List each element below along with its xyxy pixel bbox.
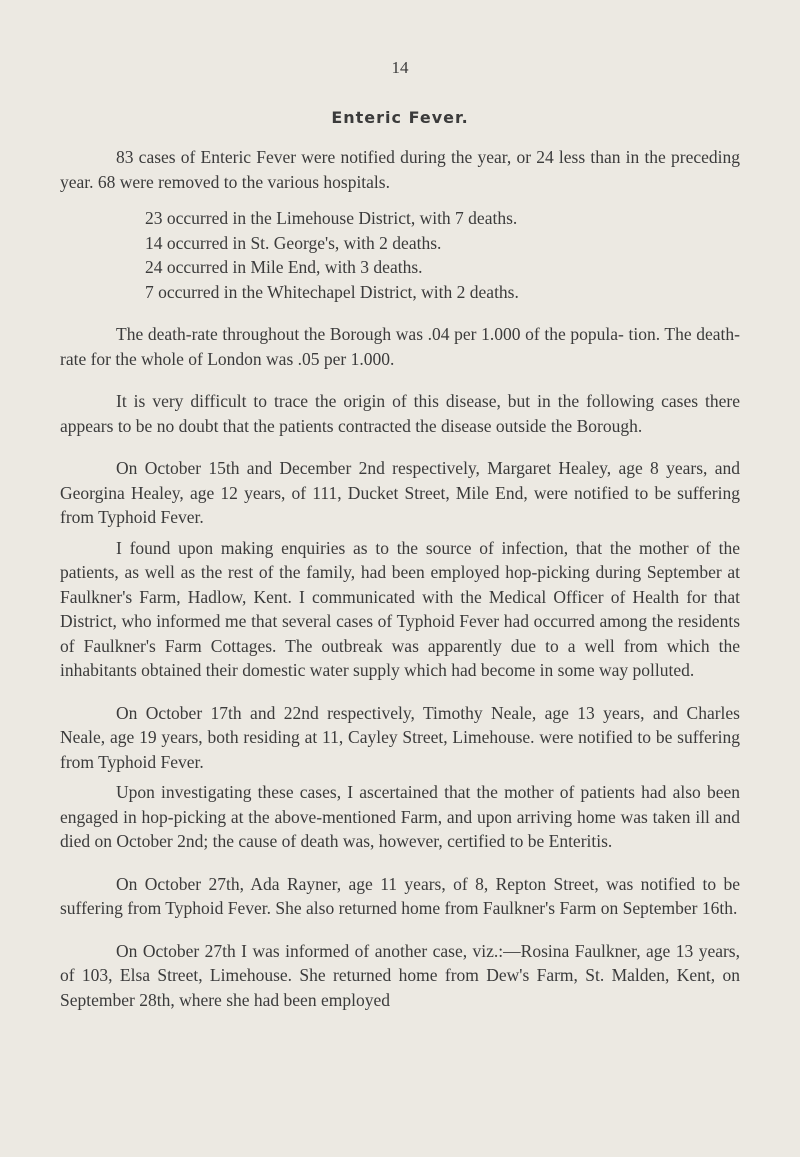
district-item-whitechapel: 7 occurred in the Whitechapel District, with 2 deaths. bbox=[145, 281, 519, 302]
neale-case-paragraph: On October 17th and 22nd respectively, Timothy Neale, age 13 years, and Charles Neale, age 19 years, both residing at 11, Cayley Street, Limehouse. were notified to be suffering from Typhoid Fever. bbox=[60, 702, 740, 772]
district-list bbox=[60, 206, 740, 304]
body-text bbox=[60, 145, 740, 1012]
intro-paragraph: 83 cases of Enteric Fever were notified during the year, or 24 less than in the preceding year. 68 were removed to the various hospitals. bbox=[60, 147, 740, 192]
healey-case-paragraph: On October 15th and December 2nd respectively, Margaret Healey, age 8 years, and Georgina Healey, age 12 years, of 111, Ducket Street, Mile End, were notified to be suffering from Typhoid Fever. bbox=[60, 458, 740, 527]
death-rate-paragraph: The death-rate throughout the Borough was .04 per 1.000 of the popula- tion. The death-rate for the whole of London was .05 per 1.000. bbox=[60, 324, 740, 369]
district-item-st-georges: 14 occurred in St. George's, with 2 deaths. bbox=[145, 232, 442, 253]
faulkner-case-paragraph: On October 27th I was informed of another case, viz.:—Rosina Faulkner, age 13 years, of 103, Elsa Street, Limehouse. She returned home from Dew's Farm, St. Malden, Kent, on September 28th, where she had been employed bbox=[60, 940, 740, 1010]
origin-paragraph: It is very difficult to trace the origin of this disease, but in the following cases there appears to be no doubt that the patients contracted the disease outside the Borough. bbox=[60, 391, 740, 436]
page-number: 14 bbox=[391, 58, 409, 77]
neale-investigation-paragraph: Upon investigating these cases, I ascertained that the mother of patients had also been engaged in hop-picking at the above-mentioned Farm, and upon arriving home was taken ill and died on October 2nd; the cause of death was, however, certified to be Enteritis. bbox=[60, 782, 740, 851]
section-heading: Enteric Fever. bbox=[331, 108, 469, 127]
district-item-mile-end: 24 occurred in Mile End, with 3 deaths. bbox=[145, 257, 423, 277]
rayner-case-paragraph: On October 27th, Ada Rayner, age 11 years, of 8, Repton Street, was notified to be suffering from Typhoid Fever. She also returned home from Faulkner's Farm on September 16th. bbox=[60, 873, 740, 918]
healey-enquiry-paragraph: I found upon making enquiries as to the source of infection, that the mother of the patients, as well as the rest of the family, had been employed hop-picking during September at Faulkner's Farm, Hadlow, Kent. I communicated with the Medical Officer of Health for that District, who informed me that several cases of Typhoid Fever had occurred among the residents of Faulkner's Farm Cottages. The outbreak was apparently due to a well from which the inhabitants obtained their domestic water supply which had become in some way polluted. bbox=[60, 537, 740, 680]
district-item-limehouse: 23 occurred in the Limehouse District, with 7 deaths. bbox=[145, 208, 518, 228]
